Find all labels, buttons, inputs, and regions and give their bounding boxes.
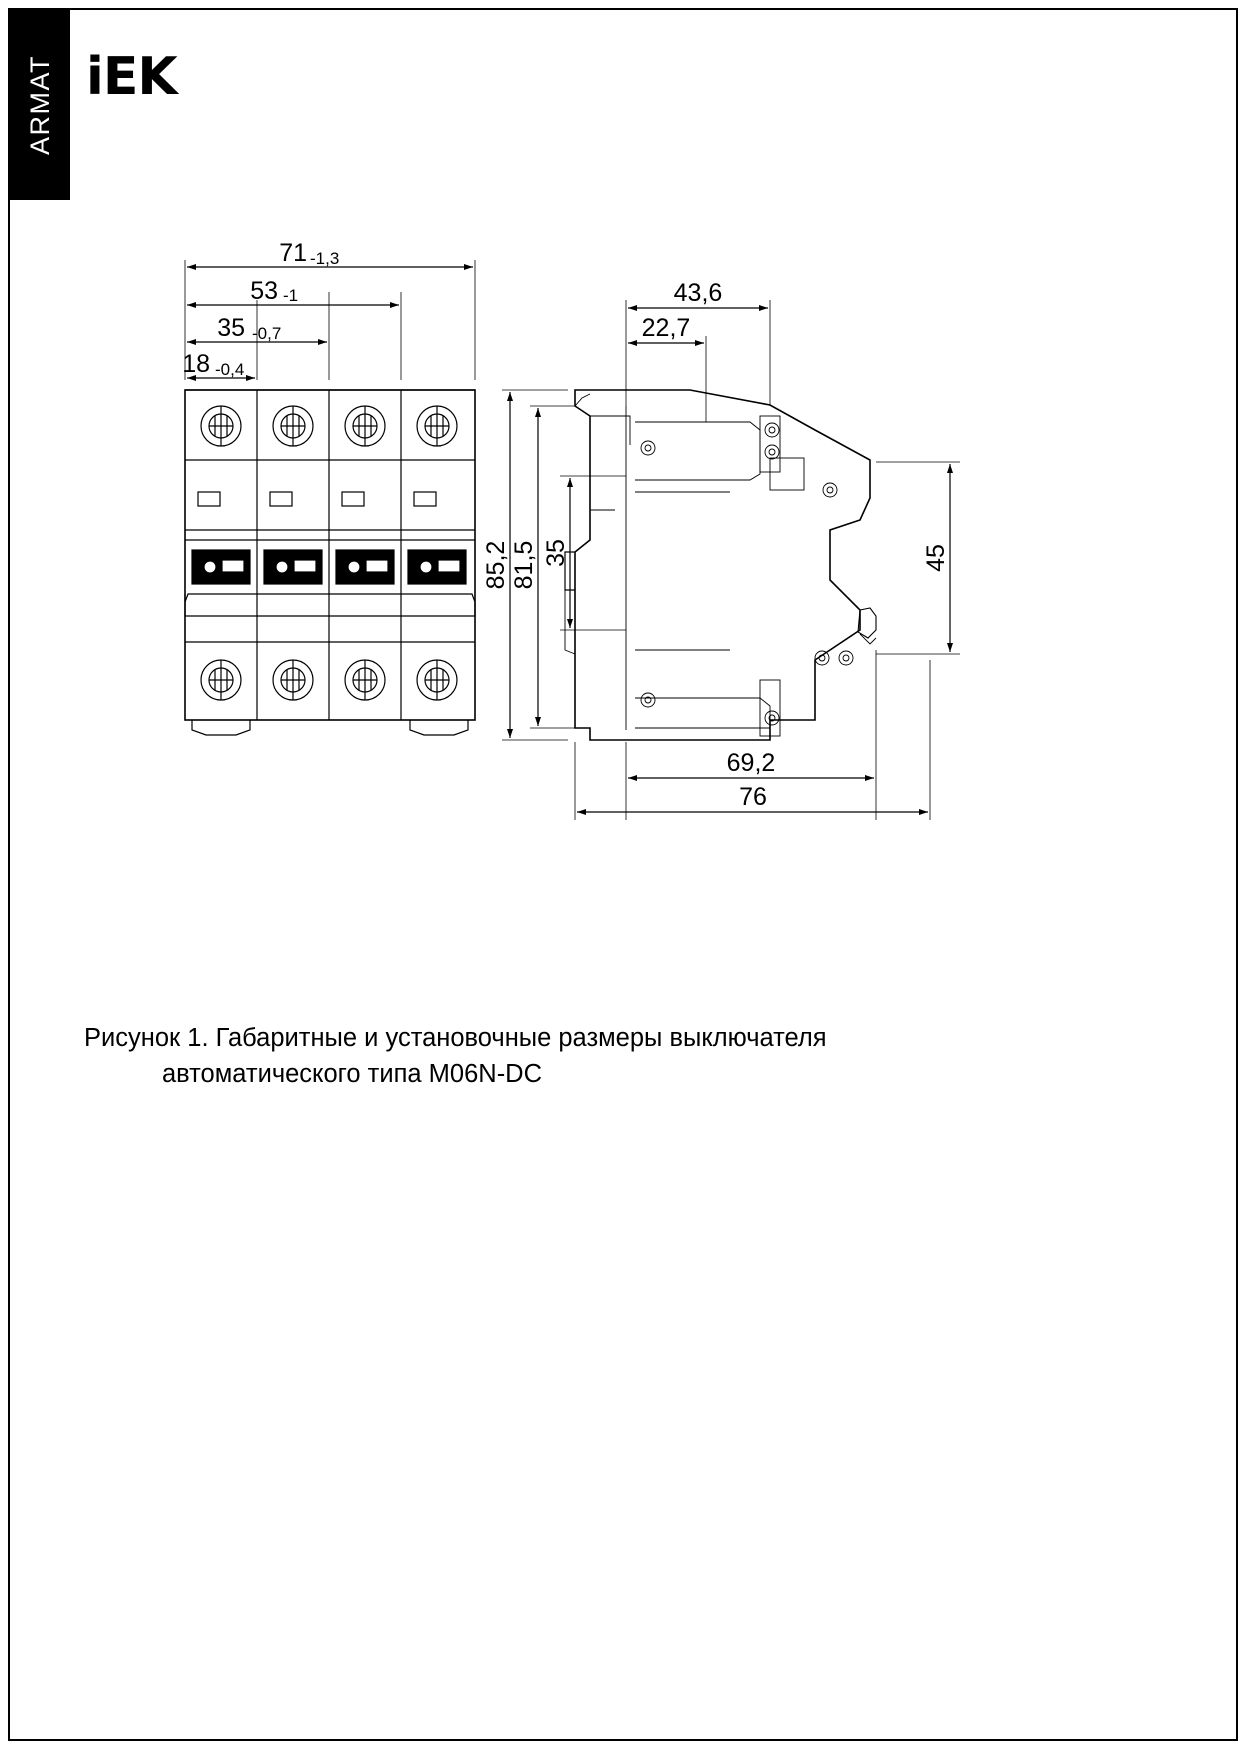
figure-caption <box>84 1020 984 1092</box>
dim-45-value: 45 <box>922 544 950 572</box>
logo-text: iEK <box>86 47 177 107</box>
dim-815-value: 81,5 <box>510 540 538 590</box>
technical-drawing <box>70 230 1090 820</box>
dim-18-tolerance: -0,4 <box>215 360 245 379</box>
dim-35-value: 35 <box>217 314 245 342</box>
brand-vertical-label: ARMAT <box>24 55 55 155</box>
iek-logo <box>86 48 196 106</box>
brand-block <box>10 10 70 200</box>
dim-53-tolerance: -1 <box>283 286 299 305</box>
dim-227-value: 22,7 <box>641 314 691 342</box>
figure-caption-line-2: автоматического типа M06N-DC <box>162 1060 543 1088</box>
dim-35v-value: 35 <box>542 539 570 567</box>
dim-35-tolerance: -0,7 <box>252 324 282 343</box>
dim-692-value: 69,2 <box>726 749 776 777</box>
dim-53-value: 53 <box>250 277 278 305</box>
dim-18-value: 18 <box>182 350 210 378</box>
dim-71-value: 71 <box>279 239 307 267</box>
dim-436-value: 43,6 <box>673 279 723 307</box>
dim-76-value: 76 <box>739 783 767 811</box>
figure-caption-line-1: Рисунок 1. Габаритные и установочные размеры выключателя <box>84 1024 827 1052</box>
dim-71-tolerance: -1,3 <box>310 249 340 268</box>
dim-852-value: 85,2 <box>482 540 510 590</box>
